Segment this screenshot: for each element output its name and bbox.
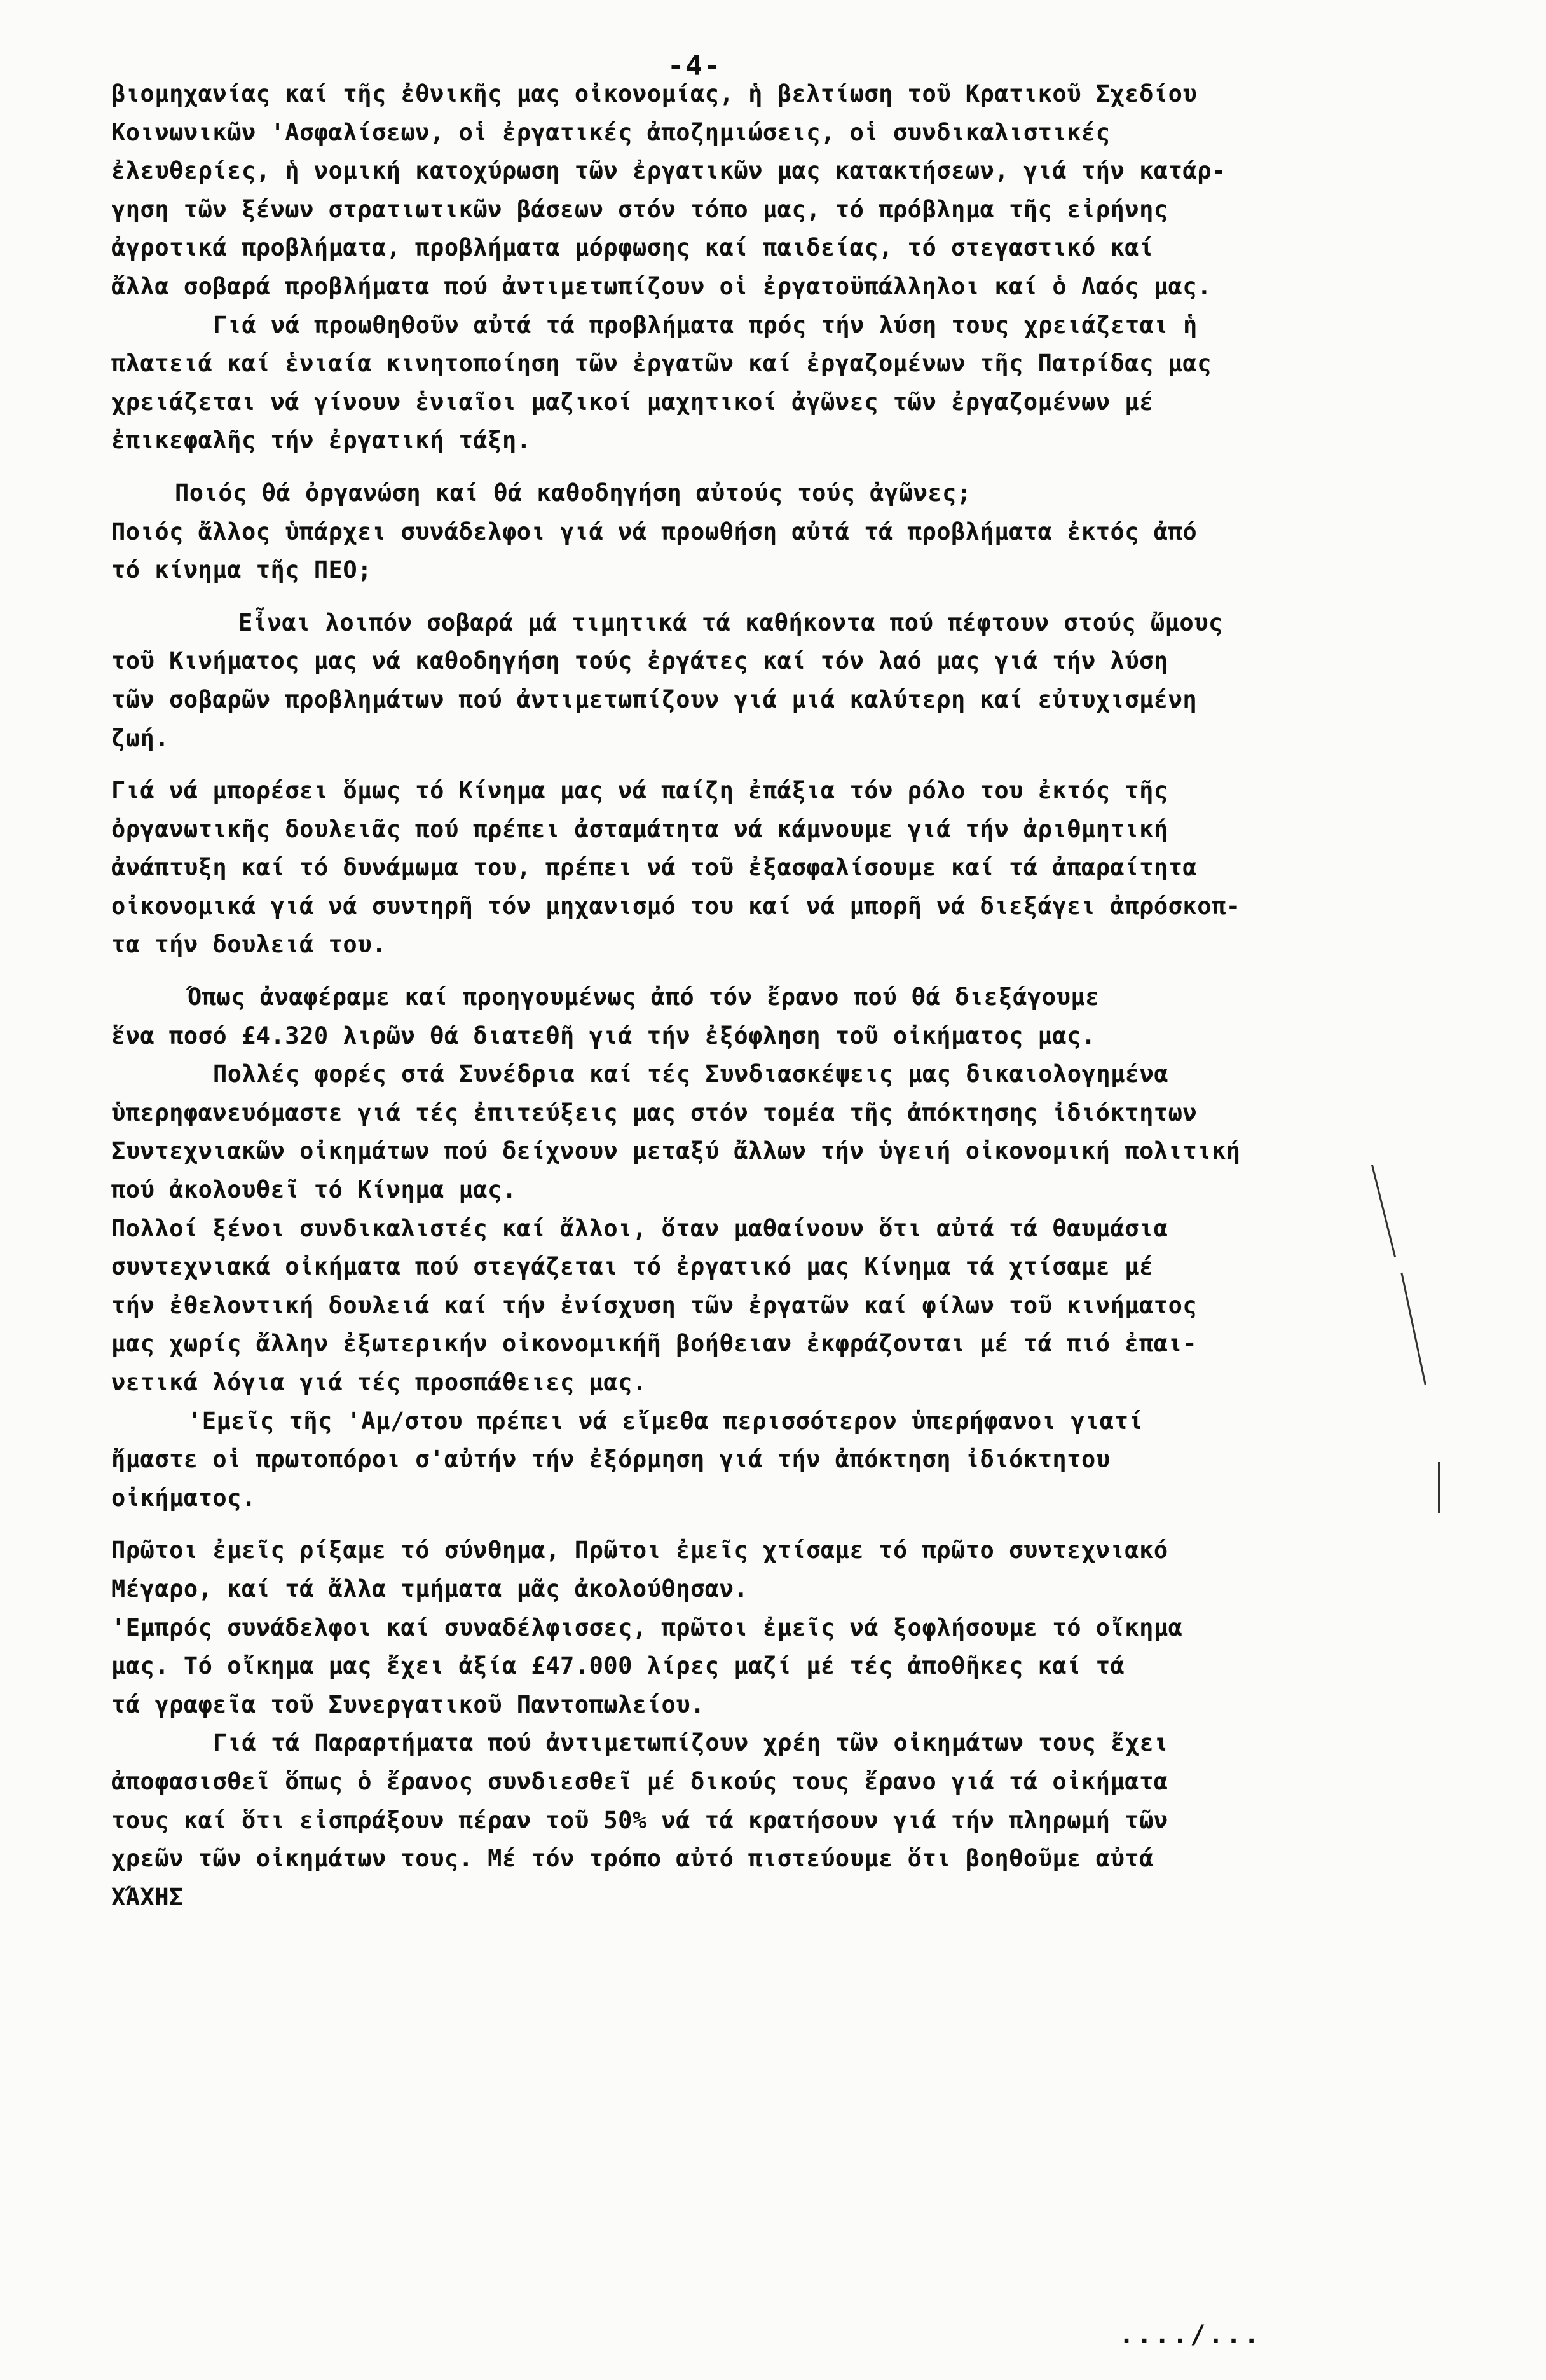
text-line: ἀγροτικά προβλήματα, προβλήματα μόρφωσης καί παιδείας, τό στεγαστικό καί [111, 234, 1154, 262]
margin-mark [1438, 1462, 1440, 1513]
text-line: τοῦ Κινήματος μας νά καθοδηγήση τούς ἐργάτες καί τόν λαό μας γιά τήν λύση [111, 647, 1168, 675]
text-line: ἀποφασισθεῖ ὅπως ὁ ἔρανος συνδιεσθεῖ μέ δικούς τους ἔρανο γιά τά οἰκήματα [111, 1767, 1168, 1795]
text-line: ὀργανωτικῆς δουλειᾶς πού πρέπει ἀσταμάτητα νά κάμνουμε γιά τήν ἀριθμητική [111, 815, 1168, 843]
text-line: χρεῶν τῶν οἰκημάτων τους. Μέ τόν τρόπο αὐτό πιστεύουμε ὅτι βοηθοῦμε αὐτά [111, 1845, 1154, 1873]
text-line: Ποιός ἄλλος ὑπάρχει συνάδελφοι γιά νά προωθήση αὐτά τά προβλήματα ἐκτός ἀπό [111, 517, 1198, 545]
text-line: τά γραφεῖα τοῦ Συνεργατικοῦ Παντοπωλείου. [111, 1690, 705, 1718]
text-line: ἄλλα σοβαρά προβλήματα πού ἀντιμετωπίζουν οἱ ἐργατοϋπάλληλοι καί ὁ Λαός μας. [111, 272, 1212, 300]
text-line: ἐλευθερίες, ἡ νομική κατοχύρωση τῶν ἐργατικῶν μας κατακτήσεων, γιά τήν κατάρ- [111, 157, 1226, 185]
text-line: τῶν σοβαρῶν προβλημάτων πού ἀντιμετωπίζουν γιά μιά καλύτερη καί εὐτυχισμένη [111, 685, 1198, 713]
text-line: πλατειά καί ἑνιαία κινητοποίηση τῶν ἐργατῶν καί ἐργαζομένων τῆς Πατρίδας μας [111, 350, 1212, 378]
text-line: νετικά λόγια γιά τές προσπάθειες μας. [111, 1369, 647, 1396]
text-line: Ποιός θά ὀργανώση καί θά καθοδηγήση αὐτούς τούς ἀγῶνες; [175, 479, 971, 507]
text-line: οἰκονομικά γιά νά συντηρῆ τόν μηχανισμό του καί νά μπορῆ νά διεξάγει ἀπρόσκοπ- [111, 892, 1241, 920]
text-line: Γιά νά μπορέσει ὅμως τό Κίνημα μας νά παίζη ἐπάξια τόν ρόλο του ἐκτός τῆς [111, 777, 1168, 805]
text-line: Εἶναι λοιπόν σοβαρά μά τιμητικά τά καθήκοντα πού πέφτουν στούς ὤμους [238, 608, 1223, 636]
text-line: ἀνάπτυξη καί τό δυνάμωμα του, πρέπει νά τοῦ ἐξασφαλίσουμε καί τά ἀπαραίτητα [111, 854, 1198, 882]
text-line: 'Εμπρός συνάδελφοι καί συναδέλφισσες, πρῶτοι ἐμεῖς νά ξοφλήσουμε τό οἴκημα [111, 1613, 1183, 1641]
text-line: Κοινωνικῶν 'Ασφαλίσεων, οἱ ἐργατικές ἀποζημιώσεις, οἱ συνδικαλιστικές [111, 118, 1111, 146]
text-line: ἐπικεφαλῆς τήν ἐργατική τάξη. [111, 427, 531, 455]
text-line: τό κίνημα τῆς ΠΕΟ; [111, 556, 372, 584]
page-number: -4- [667, 50, 722, 82]
body-text [111, 75, 1484, 1917]
text-line: Πρῶτοι ἐμεῖς ρίξαμε τό σύνθημα, Πρῶτοι ἐμεῖς χτίσαμε τό πρῶτο συντεχνιακό [111, 1536, 1168, 1564]
text-line: οἰκήματος. [111, 1484, 256, 1512]
text-line: τήν ἐθελοντική δουλειά καί τήν ἐνίσχυση τῶν ἐργατῶν καί φίλων τοῦ κινήματος [111, 1291, 1198, 1319]
text-line: ζωή. [111, 724, 170, 752]
text-line: Συντεχνιακῶν οἰκημάτων πού δείχνουν μεταξύ ἄλλων τήν ὑγειή οἰκονομική πολιτική [111, 1137, 1241, 1165]
text-line: χρειάζεται νά γίνουν ἑνιαῖοι μαζικοί μαχητικοί ἀγῶνες τῶν ἐργαζομένων μέ [111, 388, 1154, 416]
text-line: τους καί ὅτι εἰσπράξουν πέραν τοῦ 50% νά τά κρατήσουν γιά τήν πληρωμή τῶν [111, 1806, 1168, 1834]
text-line: συντεχνιακά οἰκήματα πού στεγάζεται τό ἐργατικό μας Κίνημα τά χτίσαμε μέ [111, 1253, 1154, 1281]
text-line: Γιά τά Παραρτήματα πού ἀντιμετωπίζουν χρέη τῶν οἰκημάτων τους ἔχει [213, 1729, 1169, 1757]
text-line: γηση τῶν ξένων στρατιωτικῶν βάσεων στόν τόπο μας, τό πρόβλημα τῆς εἰρήνης [111, 195, 1168, 223]
text-line: Γιά νά προωθηθοῦν αὐτά τά προβλήματα πρός τήν λύση τους χρειάζεται ἡ [213, 311, 1198, 339]
text-line: ΧΆΧΗΣ [111, 1883, 184, 1911]
text-line: Μέγαρο, καί τά ἄλλα τμήματα μᾶς ἀκολούθησαν. [111, 1575, 749, 1603]
text-line: Πολλοί ξένοι συνδικαλιστές καί ἄλλοι, ὅταν μαθαίνουν ὅτι αὐτά τά θαυμάσια [111, 1214, 1168, 1242]
text-line: Όπως ἀναφέραμε καί προηγουμένως ἀπό τόν ἔρανο πού θά διεξάγουμε [188, 983, 1100, 1011]
text-line: μας. Τό οἴκημα μας ἔχει ἀξία £47.000 λίρες μαζί μέ τές ἀποθῆκες καί τά [111, 1652, 1125, 1680]
continuation-mark: ..../... [1119, 2320, 1262, 2349]
text-line: Πολλές φορές στά Συνέδρια καί τές Συνδιασκέψεις μας δικαιολογημένα [213, 1060, 1169, 1088]
text-line: ὑπερηφανευόμαστε γιά τές ἐπιτεύξεις μας στόν τομέα τῆς ἀπόκτησης ἰδιόκτητων [111, 1098, 1198, 1126]
text-line: βιομηχανίας καί τῆς ἐθνικῆς μας οἰκονομίας, ἡ βελτίωση τοῦ Κρατικοῦ Σχεδίου [111, 80, 1198, 107]
text-line: τα τήν δουλειά του. [111, 931, 386, 959]
text-line: πού ἀκολουθεῖ τό Κίνημα μας. [111, 1176, 517, 1204]
text-line: μας χωρίς ἄλλην ἐξωτερικήν οἰκονομικήῆ βοήθειαν ἐκφράζονται μέ τά πιό ἐπαι- [111, 1330, 1198, 1358]
text-line: ἕνα ποσό £4.320 λιρῶν θά διατεθῆ γιά τήν ἐξόφληση τοῦ οἰκήματος μας. [111, 1022, 1096, 1050]
text-line: 'Εμεῖς τῆς 'Αμ/στου πρέπει νά εἴμεθα περισσότερον ὑπερήφανοι γιατί [188, 1407, 1144, 1435]
text-line: ἤμαστε οἱ πρωτοπόροι σ'αὐτήν τήν ἐξόρμηση γιά τήν ἀπόκτηση ἰδιόκτητου [111, 1446, 1111, 1474]
